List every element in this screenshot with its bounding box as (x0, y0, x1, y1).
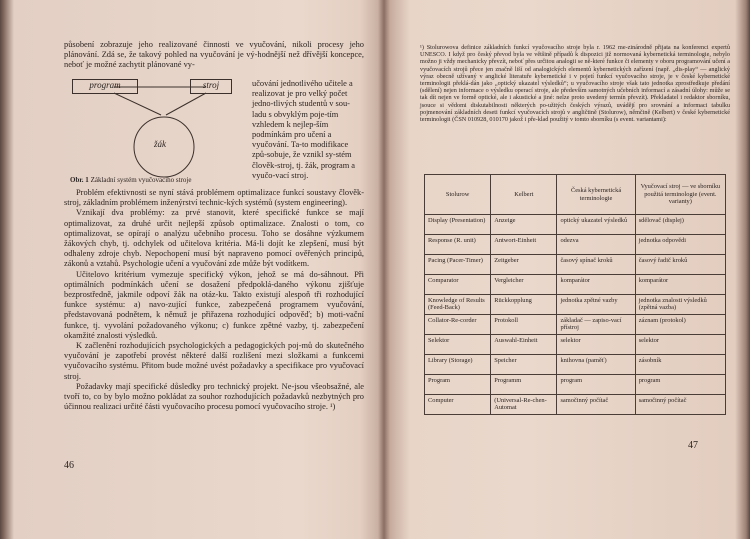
table-cell: samočinný počítač (557, 395, 635, 415)
table-cell: Library (Storage) (425, 355, 491, 375)
table-cell: Selektor (425, 335, 491, 355)
table-cell: komparátor (557, 275, 635, 295)
float-paragraph: učování jednotlivého učitele a realizovat je pro velký počet jedno-tlivých studentů v sou-ladu s obvyklým poje-tím vzhledem k nejlep-ším podmínkám pro učení a vyučování. Ta-to modifikace způ-sobuje, že vznikl sy-stém člověk-stroj, tj. žák, program a vyučo-vací stroj. (252, 79, 356, 180)
table-cell: sdělovač (displej) (635, 215, 725, 235)
table-cell: Anzeige (491, 215, 557, 235)
table-row (425, 295, 726, 315)
table-row (425, 355, 726, 375)
table-cell: program (557, 375, 635, 395)
paragraph-4: K začlenění rozhodujících psychologických a pedagogických poj-mů do skutečného vyučování je zapotřebí provést některé další rozlišení mezi složkami a funkcemi vyučovacího systému. Přitom bude možné uvést požadavky a specifikace pro vyučovací stroj. (64, 341, 364, 381)
table-cell: Response (R. unit) (425, 235, 491, 255)
intro-paragraph: působení zobrazuje jeho realizované činnosti ve vyučování, nikoli procesy jeho plánování. Zdá se, že takový pohled na vyučování je vý-hodnější než dřívější koncepce, neboť je možné zachytit plánované vy- (64, 40, 364, 70)
table-cell: selektor (635, 335, 725, 355)
table-cell: Speicher (491, 355, 557, 375)
table-cell: časový spínač kroků (557, 255, 635, 275)
table-cell: Display (Presentation) (425, 215, 491, 235)
paragraph-2: Vznikají dva problémy: za prvé stanovit, které specifické funkce se mají optimalizovat, za druhé určit nejlepší způsob optimalizace. Znalosti o tom, co optimalizovat, se opírají o analýzu učebního procesu. Toho se dosáhne výzkumem žákových chyb, tj. odchylek od učitelova kritéria. Má-li dojít ke zlepšení, musí být odhaleny zdroje chyb. Nepochopení musí být napraveno pomocí ověřených principů, zákonů a vztahů. Psychologie učení a vyučování zde může být vodítkem. (64, 208, 364, 269)
figure-number: Obr. 1 (70, 176, 89, 184)
table-cell: Zeitgeber (491, 255, 557, 275)
table-header-kelbert: Kelbert (491, 175, 557, 215)
table-cell: jednotka zpětné vazby (557, 295, 635, 315)
figure-caption (70, 176, 191, 184)
table-cell: Computer (425, 395, 491, 415)
table-cell: Collator-Re-corder (425, 315, 491, 335)
table-cell: Protokoll (491, 315, 557, 335)
table-cell: základač — zapiso-vací přístroj (557, 315, 635, 335)
stroj-box (190, 79, 232, 94)
left-page (14, 0, 380, 539)
table-cell: Rückkopplung (491, 295, 557, 315)
table-cell: Comparator (425, 275, 491, 295)
table-header-row (425, 175, 726, 215)
table-cell: Program (425, 375, 491, 395)
table-cell: jednotka znalosti výsledků (zpětná vazba) (635, 295, 725, 315)
table-cell: jednotka odpovědi (635, 235, 725, 255)
figure-system-diagram (66, 75, 256, 183)
table-cell: časový řadič kroků (635, 255, 725, 275)
table-row (425, 395, 726, 415)
left-intro (64, 40, 364, 71)
table-header-stolurow: Stolurow (425, 175, 491, 215)
stroj-label: stroj (202, 80, 220, 90)
right-page (390, 0, 742, 539)
table-cell: Auswahl-Einheit (491, 335, 557, 355)
program-box (72, 79, 138, 94)
paragraph-5: Požadavky mají specifické důsledky pro technický projekt. Ne-jsou všeobsažné, ale tvoří to, co by bylo možno pokládat za souhor rozhodujících požadavků nezbytných pro účinnou realizaci určité části vyučovacího procesu pomocí vyučovacího stroje. ¹) (64, 381, 364, 412)
table-row (425, 375, 726, 395)
program-label: program (89, 80, 121, 90)
table-cell: knihovna (paměť) (557, 355, 635, 375)
table-row (425, 255, 726, 275)
table-row (425, 315, 726, 335)
table-row (425, 275, 726, 295)
table-body (425, 215, 726, 415)
paragraph-1: Problém efektivnosti se nyní stává problémem optimalizace funkcí soustavy člověk-stroj, základním problémem inženýrství technic-kých systémů (system engineering). (64, 188, 364, 208)
table-cell: Antwort-Einheit (491, 235, 557, 255)
footnote: ¹) Stolurowova definice základních funkcí vyučovacího stroje byla r. 1962 me-zinárodně přijata na konferenci expertů UNESCO. I když pro český převod byla ve většině případů k dispozici již normovaná kybernetická terminologie, nebylo možno ji vždy mechanicky převzít, neboť přes určitou analogii se ně-které funkce či elementy v oboru programování učení a vyučovacích strojů přece jen značně liší od analogických elementů kybernetických zařízení (např. „dis-play“ — anglický výraz obecně užívaný v anglické literatuře kybernetické i v pojetí funkcí vyučovacího stroje, je v české kybernetické terminologii překlá-dán jako „optický ukazatel výsledků“; u vyučovacího stroje však tato jednotka zprostředkuje předání (sdělení) nejen informace o výsledku operací stroje, ale především samotných učebních informací a zásadní úlohy: může se tak dít nejen ve formě optické, ale i akustické a jiné: nelze proto uvedený termín převzít). Překladatel i redaktor sborníku, jsouce si vědomi diskutabilnosti některých po-užitých českých výrazů, uvádějí pro srovnání a informaci tabulku pojmenování základních deseti funkcí vyučovacích strojů v angličtině (Stolurow), němčině (Kelbert) v české kybernetické terminologii (ČSN 010928, 010170 jakož i pře-klad použitý v tomto sborníku (s event. variantami): (420, 44, 730, 124)
page-number-right: 47 (688, 440, 698, 451)
table-cell: komparátor (635, 275, 725, 295)
table-cell: Pacing (Pacer-Timer) (425, 255, 491, 275)
page-number-left: 46 (64, 460, 74, 471)
table-cell: samočinný počítač (635, 395, 725, 415)
table-row (425, 235, 726, 255)
left-body (64, 188, 364, 412)
table-cell: Programm (491, 375, 557, 395)
table-row (425, 215, 726, 235)
table-header-sbornik: Vyučovací stroj — ve sborníku použitá terminologie (event. varianty) (635, 175, 725, 215)
table-cell: Vergleicher (491, 275, 557, 295)
figure-caption-text: Základní systém vyučovacího stroje (90, 176, 192, 184)
table-cell: (Universal-Re-chen-Automat (491, 395, 557, 415)
table-cell: selektor (557, 335, 635, 355)
paragraph-3: Učitelovo kritérium vymezuje specifický výkon, jehož se má do-sáhnout. Při optimálních podmínkách učení se dosažení předpoklá-daného výkonu zjišťuje bezprostředně, jakmile odpoví žák na otáz-ku. Takto existují alespoň tři rozhodující funkce systému: a) navo-zující funkce, zabezpečená programem vyučování, představovaná podnětem, k němuž je přiřazena rozhodující odpověď; b) moti-vační funkce, tj. vyvolání požadovaného výkonu; c) funkce zpětné vazby, tj. zabezpečení okamžité znalosti výsledků. (64, 269, 364, 340)
table-cell: záznam (protokol) (635, 315, 725, 335)
terminology-table (424, 174, 726, 415)
table-cell: odezva (557, 235, 635, 255)
table-row (425, 335, 726, 355)
table-cell: zásobník (635, 355, 725, 375)
table-cell: optický ukazatel výsledků (557, 215, 635, 235)
zak-label: žák (154, 139, 166, 149)
table-cell: program (635, 375, 725, 395)
table-header-czech: Česká kybernetická terminologie (557, 175, 635, 215)
table-cell: Knowledge of Results (Feed-Back) (425, 295, 491, 315)
